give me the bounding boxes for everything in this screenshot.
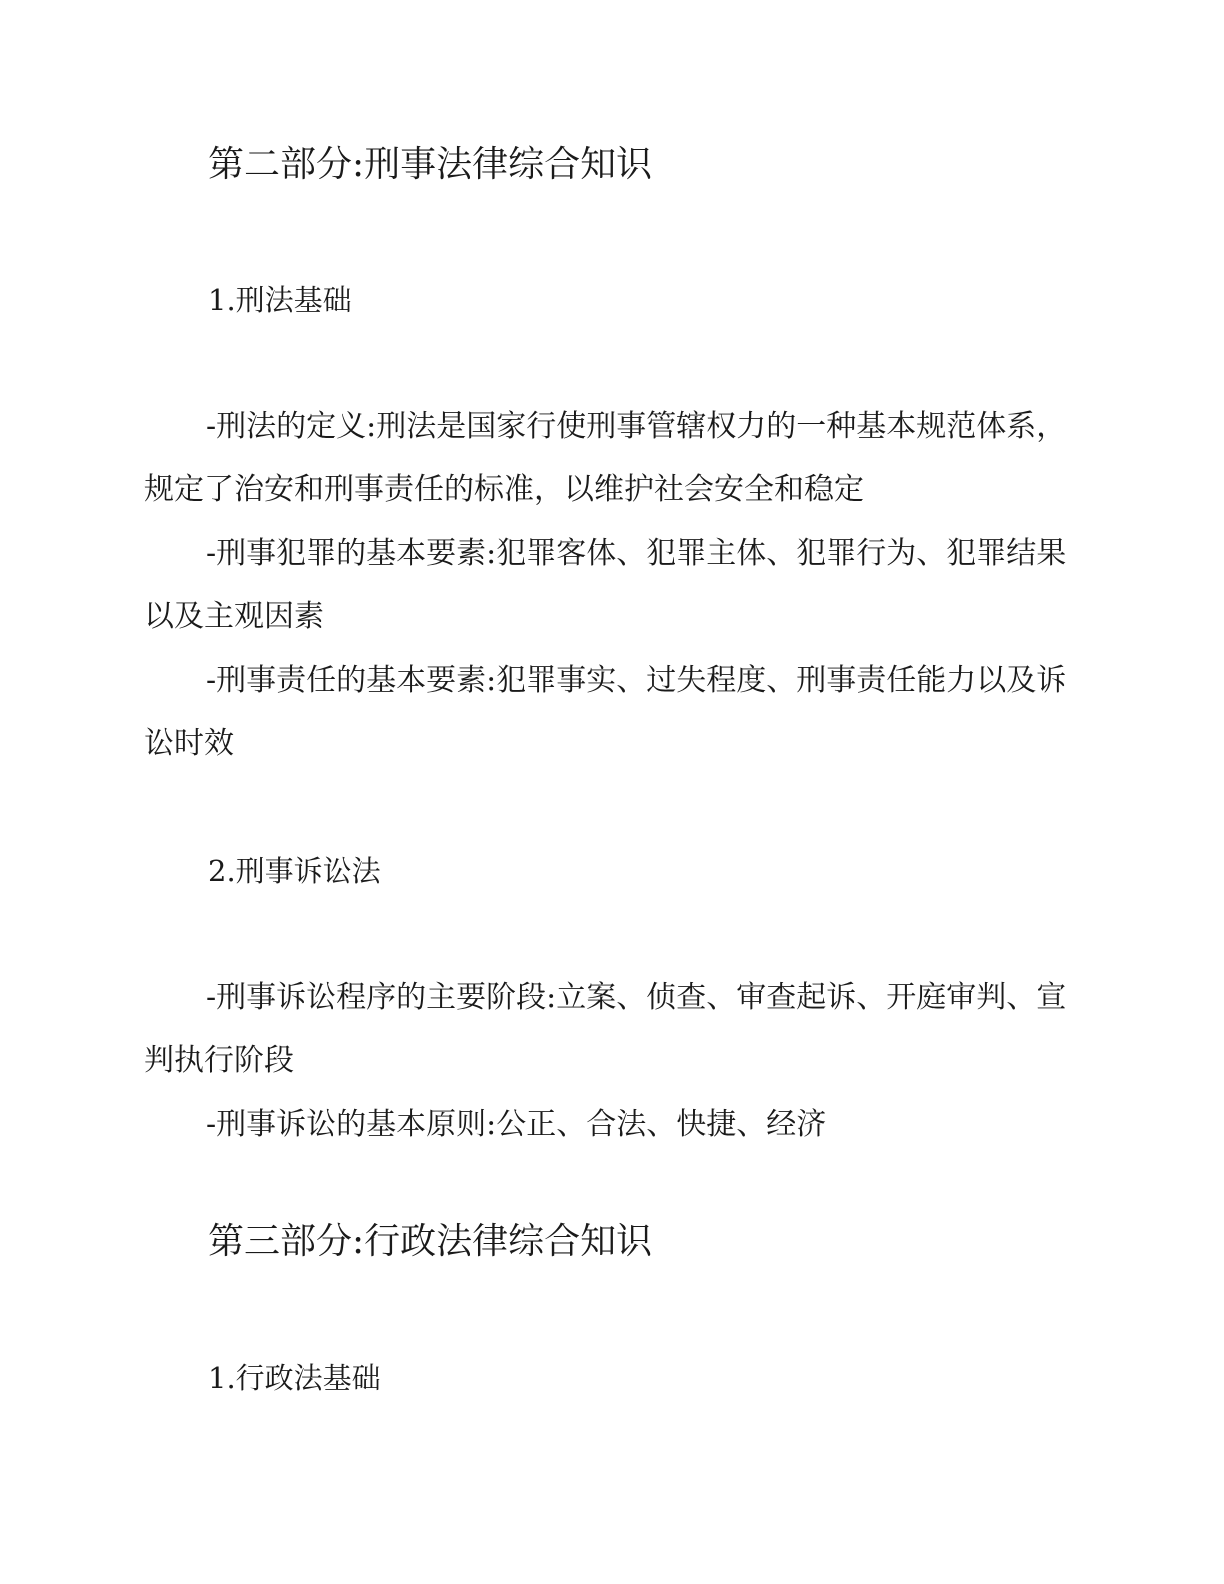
paragraph-crime-elements: -刑事犯罪的基本要素:犯罪客体、犯罪主体、犯罪行为、犯罪结果以及主观因素 bbox=[144, 536, 1067, 634]
subsection-title-administrative-law-basics: 1.行政法基础 bbox=[208, 1361, 381, 1395]
section-heading-administrative-law: 第三部分:行政法律综合知识 bbox=[208, 1221, 653, 1262]
subsection-title-criminal-procedure: 2.刑事诉讼法 bbox=[208, 854, 381, 888]
paragraph-procedure-stages: -刑事诉讼程序的主要阶段:立案、侦查、审查起诉、开庭审判、宣判执行阶段 bbox=[144, 980, 1067, 1078]
paragraph-criminal-liability-elements: -刑事责任的基本要素:犯罪事实、过失程度、刑事责任能力以及诉讼时效 bbox=[144, 663, 1067, 761]
subsection-title-criminal-law-basics: 1.刑法基础 bbox=[208, 283, 352, 317]
paragraph-procedure-principles: -刑事诉讼的基本原则:公正、合法、快捷、经济 bbox=[206, 1107, 827, 1142]
section-heading-criminal-law: 第二部分:刑事法律综合知识 bbox=[208, 144, 653, 185]
paragraph-criminal-law-definition: -刑法的定义:刑法是国家行使刑事管辖权力的一种基本规范体系，规定了治安和刑事责任的标准，以维护社会安全和稳定 bbox=[144, 409, 1067, 507]
